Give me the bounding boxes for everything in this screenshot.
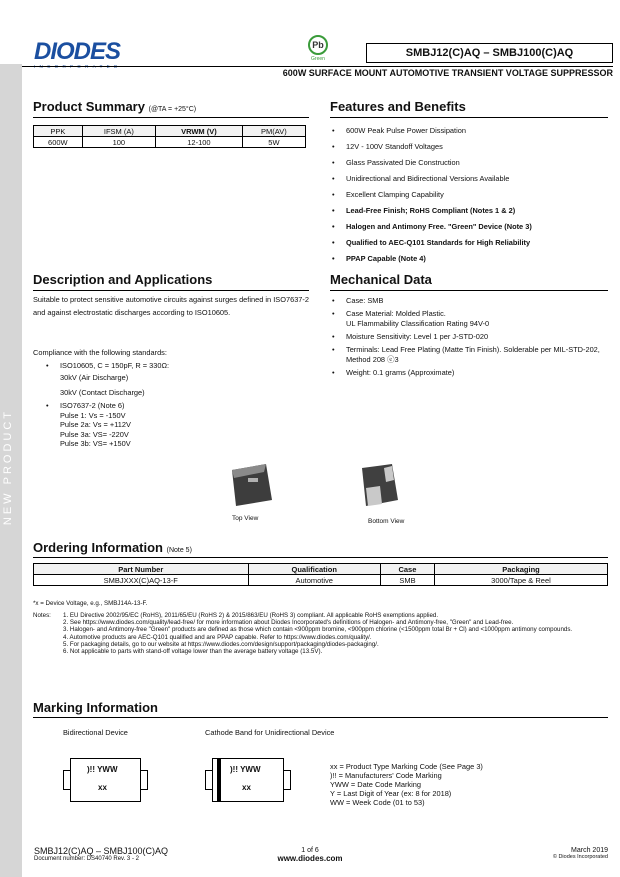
product-subtitle: 600W SURFACE MOUNT AUTOMOTIVE TRANSIENT VOLTAGE SUPPRESSOR (282, 68, 613, 78)
list-item: • Halogen and Antimony Free. "Green" Device (Note 3) (332, 222, 612, 232)
unidirectional-label: Cathode Band for Unidirectional Device (205, 728, 335, 737)
section-rule (330, 290, 608, 291)
col-ifsm: IFSM (A) (82, 126, 155, 137)
list-item: • 600W Peak Pulse Power Dissipation (332, 126, 612, 136)
product-summary-heading: Product Summary (33, 99, 145, 114)
green-label: Green (311, 56, 325, 62)
col-qualification: Qualification (248, 564, 380, 575)
notes-label: Notes: (33, 612, 51, 619)
cell: 5W (242, 137, 305, 148)
marking-xx: xx (242, 783, 251, 792)
list-item: • Lead-Free Finish; RoHS Compliant (Notes 1 & 2) (332, 206, 612, 216)
list-item: 6. Not applicable to parts with stand-off voltage lower than the average battery voltage (13.5V). (63, 648, 323, 656)
pulse-2a: Pulse 2a: Vs = +112V (60, 420, 131, 429)
table-row (34, 575, 608, 586)
marking-xx: xx (98, 783, 107, 792)
package-top-view (228, 460, 274, 508)
col-ppk: PPK (34, 126, 83, 137)
product-summary-table (33, 125, 306, 148)
iso7637-list (40, 401, 310, 411)
bidirectional-label: Bidirectional Device (63, 728, 128, 737)
part-range-title: SMBJ12(C)AQ – SMBJ100(C)AQ (366, 43, 613, 63)
cell: Automotive (248, 575, 380, 586)
list-item: 4. Automotive products are AEC-Q101 qualified and are PPAP capable. Refer to https://www.diodes.com/quality/. (63, 633, 372, 641)
logo-name: DIODES (34, 38, 121, 65)
cathode-band (217, 758, 221, 802)
standards-block (40, 360, 310, 449)
ul-rating: UL Flammability Classification Rating 94V-0 (346, 319, 490, 328)
features-title: Features and Benefits (330, 99, 466, 114)
list-item: • Unidirectional and Bidirectional Versions Available (332, 174, 612, 184)
ordering-note: (Note 5) (166, 547, 192, 554)
list-item: • ISO7637-2 (Note 6) (40, 401, 310, 411)
pulse-3a: Pulse 3a: VS= -220V (60, 429, 129, 439)
col-pmav: PM(AV) (242, 126, 305, 137)
list-item: • Case: SMB (332, 296, 612, 306)
footer-left (34, 846, 168, 862)
list-item: • Weight: 0.1 grams (Approximate) (332, 368, 612, 378)
product-summary-title (33, 99, 196, 114)
cell: 100 (82, 137, 155, 148)
col-part-number: Part Number (34, 564, 249, 575)
col-case: Case (380, 564, 434, 575)
legend-line: xx = Product Type Marking Code (See Page 3) (330, 762, 483, 771)
iso10605-list (40, 360, 310, 372)
footer-part-range: SMBJ12(C)AQ – SMBJ100(C)AQ (34, 846, 169, 856)
section-rule (33, 717, 608, 718)
legend-line: )!! = Manufacturers' Code Marking (330, 771, 442, 780)
logo-sub: INCORPORATED (34, 64, 122, 69)
ordering-table (33, 563, 608, 586)
top-view-caption: Top View (232, 515, 259, 522)
terminal-tab (140, 770, 148, 790)
compliance-text: Compliance with the following standards: (33, 348, 167, 357)
marking-code: )!! YWW (87, 765, 118, 774)
legend-line: Y = Last Digit of Year (ex: 8 for 2018) (330, 789, 452, 798)
contact-discharge: 30kV (Contact Discharge) (60, 388, 145, 397)
list-item: • Excellent Clamping Capability (332, 190, 612, 200)
ordering-heading: Ordering Information (33, 540, 163, 555)
list-item: 5. For packaging details, go to our website at https://www.diodes.com/design/support/packaging/diodes-packaging/. (63, 640, 379, 648)
section-rule (33, 557, 608, 558)
notes-block (33, 612, 608, 655)
cell: SMB (380, 575, 434, 586)
features-list (332, 126, 612, 270)
company-logo (34, 38, 154, 69)
product-summary-condition: (@TA = +25°C) (148, 106, 197, 113)
air-discharge: 30kV (Air Discharge) (60, 373, 129, 382)
mechanical-title: Mechanical Data (330, 272, 432, 287)
col-vrwm: VRWM (V) (156, 126, 243, 137)
footer-copyright: © Diodes Incorporated (552, 854, 608, 860)
list-item: • Glass Passivated Die Construction (332, 158, 612, 168)
list-item: • Moisture Sensitivity: Level 1 per J-STD-020 (332, 332, 612, 342)
mechanical-list (332, 296, 612, 381)
list-item: • PPAP Capable (Note 4) (332, 254, 612, 264)
section-rule (33, 290, 309, 291)
ordering-footnote: *x = Device Voltage, e.g., SMBJ14A-13-F. (33, 600, 148, 607)
list-item: 2. See https://www.diodes.com/quality/lead-free/ for more information about Diodes Incorporated's definitions of Halogen- and Antimony-free, "Green" and Lead-free. (63, 619, 514, 627)
footer-center (240, 847, 380, 863)
marking-legend (330, 762, 483, 807)
page-number: 1 of 6 (301, 847, 319, 854)
cell: SMBJXXX(C)AQ-13-F (34, 575, 249, 586)
sidebar-band (0, 64, 22, 877)
header-divider (22, 66, 613, 67)
list-item: • Terminals: Lead Free Plating (Matte Tin Finish). Solderable per MIL-STD-202, Method 208 ⓔ3 (332, 345, 612, 365)
package-bottom-view (356, 460, 402, 508)
pulse-3b: Pulse 3b: VS= +150V (60, 439, 131, 448)
list-item: • Qualified to AEC-Q101 Standards for High Reliability (332, 238, 612, 248)
legend-line: WW = Week Code (01 to 53) (330, 798, 425, 807)
section-rule (33, 117, 309, 118)
list-item: 3. Halogen- and Antimony-free "Green" products are defined as those which contain <900ppm bromine, <900ppm chlorine (<1500ppm total Br + Cl) and <1000ppm antimony compounds. (63, 626, 573, 634)
list-item: • 12V - 100V Standoff Voltages (332, 142, 612, 152)
section-rule (330, 117, 608, 118)
table-row (34, 137, 306, 148)
case-material: Case Material: Molded Plastic. (346, 309, 446, 318)
marking-code: )!! YWW (230, 765, 261, 774)
pb-icon: Pb (308, 35, 328, 55)
list-item (332, 309, 612, 329)
cell: 3000/Tape & Reel (434, 575, 607, 586)
footer-date: March 2019 (571, 847, 608, 854)
cell: 12-100 (156, 137, 243, 148)
list-item: • ISO10605, C = 150pF, R = 330Ω: (40, 360, 310, 372)
description-paragraph: Suitable to protect sensitive automotive circuits against surges defined in ISO7637-2 and against electrostatic discharges according to ISO10605. (33, 295, 309, 317)
bottom-view-caption: Bottom View (368, 518, 405, 525)
website-link[interactable]: www.diodes.com (277, 854, 343, 863)
terminal-tab (283, 770, 291, 790)
notes-list (63, 612, 572, 655)
pulse-1: Pulse 1: Vs = -150V (60, 410, 126, 420)
footer-right (553, 847, 608, 860)
list-item: 1. EU Directive 2002/95/EC (RoHS), 2011/65/EU (RoHS 2) & 2015/863/EU (RoHS 3) compliant. All applicable RoHS exemptions applied. (63, 612, 439, 619)
cell: 600W (34, 137, 83, 148)
lead-free-badge (304, 35, 332, 62)
col-packaging: Packaging (434, 564, 607, 575)
legend-line: YWW = Date Code Marking (330, 780, 421, 789)
footer-doc-number: Document number: DS40740 Rev. 3 - 2 (34, 856, 139, 862)
sidebar-label: NEW PRODUCT (2, 409, 14, 526)
description-title: Description and Applications (33, 272, 213, 287)
ordering-title (33, 540, 192, 555)
marking-title: Marking Information (33, 700, 158, 715)
